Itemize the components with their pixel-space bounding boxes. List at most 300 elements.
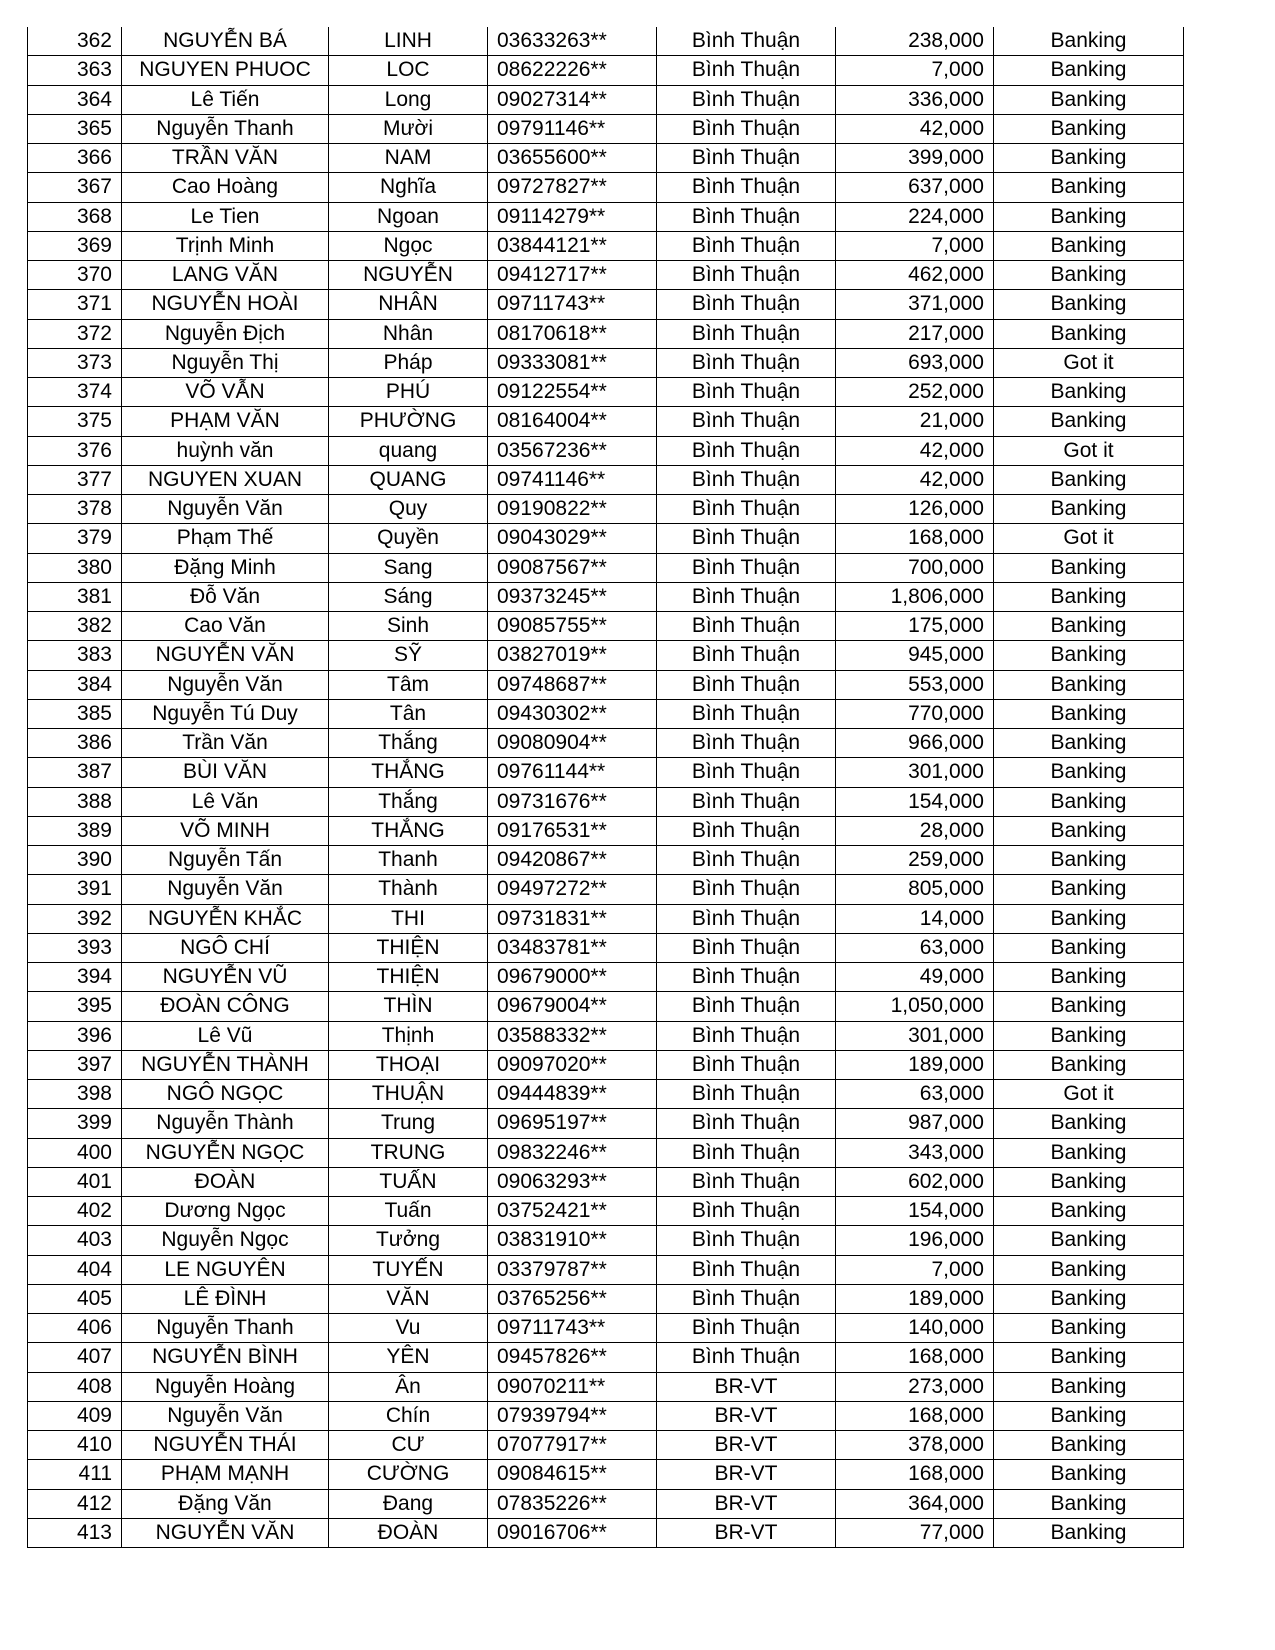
amount-cell: 343,000 <box>836 1138 994 1167</box>
surname-cell: NGUYEN XUAN <box>122 465 329 494</box>
table-row <box>28 1489 1184 1518</box>
table-row <box>28 1431 1184 1460</box>
amount-cell: 189,000 <box>836 1284 994 1313</box>
phone-cell: 03844121** <box>488 231 657 260</box>
status-cell: Got it <box>994 348 1184 377</box>
table-row <box>28 436 1184 465</box>
surname-cell: Lê Vũ <box>122 1021 329 1050</box>
province-cell: Bình Thuận <box>657 846 836 875</box>
province-cell: Bình Thuận <box>657 1167 836 1196</box>
status-cell: Banking <box>994 1021 1184 1050</box>
phone-cell: 09087567** <box>488 553 657 582</box>
amount-cell: 1,806,000 <box>836 582 994 611</box>
amount-cell: 336,000 <box>836 85 994 114</box>
status-cell: Banking <box>994 231 1184 260</box>
phone-cell: 03588332** <box>488 1021 657 1050</box>
surname-cell: LE NGUYÊN <box>122 1255 329 1284</box>
phone-cell: 09497272** <box>488 875 657 904</box>
amount-cell: 196,000 <box>836 1226 994 1255</box>
status-cell: Banking <box>994 407 1184 436</box>
row-number: 371 <box>28 290 122 319</box>
phone-cell: 09761144** <box>488 758 657 787</box>
amount-cell: 168,000 <box>836 1343 994 1372</box>
surname-cell: VÕ MINH <box>122 816 329 845</box>
row-number: 379 <box>28 524 122 553</box>
amount-cell: 7,000 <box>836 1255 994 1284</box>
amount-cell: 553,000 <box>836 670 994 699</box>
row-number: 384 <box>28 670 122 699</box>
province-cell: Bình Thuận <box>657 582 836 611</box>
amount-cell: 273,000 <box>836 1372 994 1401</box>
phone-cell: 03655600** <box>488 144 657 173</box>
given-name-cell: THOẠI <box>329 1050 488 1079</box>
amount-cell: 966,000 <box>836 729 994 758</box>
row-number: 370 <box>28 261 122 290</box>
phone-cell: 09731831** <box>488 904 657 933</box>
status-cell: Banking <box>994 992 1184 1021</box>
table-row <box>28 1050 1184 1079</box>
row-number: 388 <box>28 787 122 816</box>
status-cell: Banking <box>994 1489 1184 1518</box>
province-cell: Bình Thuận <box>657 202 836 231</box>
province-cell: BR-VT <box>657 1372 836 1401</box>
row-number: 385 <box>28 699 122 728</box>
status-cell: Banking <box>994 114 1184 143</box>
row-number: 403 <box>28 1226 122 1255</box>
row-number: 408 <box>28 1372 122 1401</box>
phone-cell: 09457826** <box>488 1343 657 1372</box>
status-cell: Got it <box>994 524 1184 553</box>
status-cell: Banking <box>994 758 1184 787</box>
given-name-cell: Ngoan <box>329 202 488 231</box>
row-number: 382 <box>28 612 122 641</box>
given-name-cell: Tân <box>329 699 488 728</box>
amount-cell: 987,000 <box>836 1109 994 1138</box>
table-row <box>28 904 1184 933</box>
amount-cell: 1,050,000 <box>836 992 994 1021</box>
table-row <box>28 553 1184 582</box>
amount-cell: 28,000 <box>836 816 994 845</box>
table-row <box>28 1401 1184 1430</box>
table-row <box>28 1197 1184 1226</box>
given-name-cell: Quyền <box>329 524 488 553</box>
table-row <box>28 1255 1184 1284</box>
given-name-cell: TUYẾN <box>329 1255 488 1284</box>
table-row <box>28 1372 1184 1401</box>
province-cell: Bình Thuận <box>657 495 836 524</box>
province-cell: Bình Thuận <box>657 1138 836 1167</box>
surname-cell: VÕ VẪN <box>122 378 329 407</box>
row-number: 375 <box>28 407 122 436</box>
surname-cell: NGUYỄN THÁI <box>122 1431 329 1460</box>
table-row <box>28 846 1184 875</box>
given-name-cell: Sáng <box>329 582 488 611</box>
province-cell: Bình Thuận <box>657 407 836 436</box>
row-number: 393 <box>28 933 122 962</box>
amount-cell: 238,000 <box>836 27 994 56</box>
surname-cell: Đặng Văn <box>122 1489 329 1518</box>
phone-cell: 09791146** <box>488 114 657 143</box>
amount-cell: 945,000 <box>836 641 994 670</box>
row-number: 391 <box>28 875 122 904</box>
status-cell: Banking <box>994 670 1184 699</box>
given-name-cell: Vu <box>329 1314 488 1343</box>
row-number: 369 <box>28 231 122 260</box>
phone-cell: 09373245** <box>488 582 657 611</box>
table-row <box>28 933 1184 962</box>
phone-cell: 09043029** <box>488 524 657 553</box>
table-row <box>28 1080 1184 1109</box>
phone-cell: 03752421** <box>488 1197 657 1226</box>
amount-cell: 175,000 <box>836 612 994 641</box>
given-name-cell: NAM <box>329 144 488 173</box>
row-number: 411 <box>28 1460 122 1489</box>
amount-cell: 49,000 <box>836 963 994 992</box>
province-cell: Bình Thuận <box>657 524 836 553</box>
given-name-cell: THIỆN <box>329 933 488 962</box>
amount-cell: 63,000 <box>836 933 994 962</box>
given-name-cell: Mười <box>329 114 488 143</box>
table-row <box>28 1109 1184 1138</box>
table-row <box>28 231 1184 260</box>
phone-cell: 09085755** <box>488 612 657 641</box>
row-number: 389 <box>28 816 122 845</box>
phone-cell: 08170618** <box>488 319 657 348</box>
table-body <box>28 27 1184 1548</box>
province-cell: Bình Thuận <box>657 1109 836 1138</box>
surname-cell: Trần Văn <box>122 729 329 758</box>
given-name-cell: NHÂN <box>329 290 488 319</box>
phone-cell: 09731676** <box>488 787 657 816</box>
status-cell: Banking <box>994 1372 1184 1401</box>
province-cell: Bình Thuận <box>657 1226 836 1255</box>
row-number: 395 <box>28 992 122 1021</box>
phone-cell: 09190822** <box>488 495 657 524</box>
amount-cell: 700,000 <box>836 553 994 582</box>
table-row <box>28 378 1184 407</box>
phone-cell: 09027314** <box>488 85 657 114</box>
surname-cell: Nguyễn Tấn <box>122 846 329 875</box>
table-row <box>28 1518 1184 1547</box>
status-cell: Banking <box>994 1255 1184 1284</box>
amount-cell: 154,000 <box>836 1197 994 1226</box>
row-number: 405 <box>28 1284 122 1313</box>
surname-cell: NGÔ NGỌC <box>122 1080 329 1109</box>
row-number: 401 <box>28 1167 122 1196</box>
amount-cell: 462,000 <box>836 261 994 290</box>
status-cell: Banking <box>994 1431 1184 1460</box>
province-cell: Bình Thuận <box>657 173 836 202</box>
given-name-cell: Ngọc <box>329 231 488 260</box>
amount-cell: 168,000 <box>836 1460 994 1489</box>
phone-cell: 08622226** <box>488 56 657 85</box>
row-number: 413 <box>28 1518 122 1547</box>
table-row <box>28 1343 1184 1372</box>
row-number: 407 <box>28 1343 122 1372</box>
phone-cell: 09016706** <box>488 1518 657 1547</box>
surname-cell: NGUYỄN VŨ <box>122 963 329 992</box>
province-cell: Bình Thuận <box>657 56 836 85</box>
given-name-cell: SỸ <box>329 641 488 670</box>
province-cell: Bình Thuận <box>657 144 836 173</box>
given-name-cell: Đang <box>329 1489 488 1518</box>
table-row <box>28 787 1184 816</box>
given-name-cell: Ân <box>329 1372 488 1401</box>
row-number: 363 <box>28 56 122 85</box>
surname-cell: Nguyễn Văn <box>122 1401 329 1430</box>
amount-cell: 140,000 <box>836 1314 994 1343</box>
given-name-cell: Thắng <box>329 787 488 816</box>
surname-cell: ĐOÀN CÔNG <box>122 992 329 1021</box>
status-cell: Banking <box>994 1138 1184 1167</box>
province-cell: Bình Thuận <box>657 992 836 1021</box>
table-row <box>28 348 1184 377</box>
row-number: 383 <box>28 641 122 670</box>
amount-cell: 77,000 <box>836 1518 994 1547</box>
surname-cell: Cao Hoàng <box>122 173 329 202</box>
status-cell: Banking <box>994 699 1184 728</box>
given-name-cell: Tưởng <box>329 1226 488 1255</box>
province-cell: Bình Thuận <box>657 1314 836 1343</box>
surname-cell: Đỗ Văn <box>122 582 329 611</box>
province-cell: Bình Thuận <box>657 641 836 670</box>
phone-cell: 09695197** <box>488 1109 657 1138</box>
status-cell: Banking <box>994 202 1184 231</box>
status-cell: Banking <box>994 553 1184 582</box>
surname-cell: Nguyễn Thị <box>122 348 329 377</box>
province-cell: Bình Thuận <box>657 319 836 348</box>
surname-cell: Nguyễn Địch <box>122 319 329 348</box>
province-cell: Bình Thuận <box>657 114 836 143</box>
phone-cell: 09084615** <box>488 1460 657 1489</box>
amount-cell: 217,000 <box>836 319 994 348</box>
phone-cell: 09420867** <box>488 846 657 875</box>
given-name-cell: quang <box>329 436 488 465</box>
status-cell: Banking <box>994 787 1184 816</box>
given-name-cell: Thanh <box>329 846 488 875</box>
amount-cell: 602,000 <box>836 1167 994 1196</box>
status-cell: Banking <box>994 1314 1184 1343</box>
row-number: 394 <box>28 963 122 992</box>
status-cell: Banking <box>994 729 1184 758</box>
status-cell: Banking <box>994 261 1184 290</box>
status-cell: Banking <box>994 1109 1184 1138</box>
row-number: 378 <box>28 495 122 524</box>
province-cell: Bình Thuận <box>657 670 836 699</box>
status-cell: Banking <box>994 1401 1184 1430</box>
status-cell: Banking <box>994 1197 1184 1226</box>
row-number: 399 <box>28 1109 122 1138</box>
given-name-cell: Pháp <box>329 348 488 377</box>
given-name-cell: VĂN <box>329 1284 488 1313</box>
phone-cell: 09122554** <box>488 378 657 407</box>
province-cell: Bình Thuận <box>657 787 836 816</box>
table-row <box>28 407 1184 436</box>
amount-cell: 168,000 <box>836 1401 994 1430</box>
given-name-cell: Long <box>329 85 488 114</box>
given-name-cell: CƯỜNG <box>329 1460 488 1489</box>
status-cell: Banking <box>994 875 1184 904</box>
given-name-cell: ĐOÀN <box>329 1518 488 1547</box>
status-cell: Banking <box>994 1460 1184 1489</box>
row-number: 392 <box>28 904 122 933</box>
table-row <box>28 699 1184 728</box>
phone-cell: 09832246** <box>488 1138 657 1167</box>
phone-cell: 03483781** <box>488 933 657 962</box>
amount-cell: 154,000 <box>836 787 994 816</box>
table-row <box>28 261 1184 290</box>
surname-cell: NGUYEN PHUOC <box>122 56 329 85</box>
table-row <box>28 144 1184 173</box>
table-row <box>28 758 1184 787</box>
surname-cell: NGUYỄN HOÀI <box>122 290 329 319</box>
given-name-cell: Chín <box>329 1401 488 1430</box>
row-number: 373 <box>28 348 122 377</box>
given-name-cell: Thành <box>329 875 488 904</box>
province-cell: Bình Thuận <box>657 290 836 319</box>
amount-cell: 301,000 <box>836 758 994 787</box>
surname-cell: NGUYỄN KHẮC <box>122 904 329 933</box>
surname-cell: Trịnh Minh <box>122 231 329 260</box>
row-number: 377 <box>28 465 122 494</box>
row-number: 365 <box>28 114 122 143</box>
given-name-cell: Nhân <box>329 319 488 348</box>
table-row <box>28 1314 1184 1343</box>
province-cell: Bình Thuận <box>657 465 836 494</box>
table-row <box>28 290 1184 319</box>
row-number: 406 <box>28 1314 122 1343</box>
province-cell: Bình Thuận <box>657 963 836 992</box>
surname-cell: BÙI VĂN <box>122 758 329 787</box>
table-row <box>28 202 1184 231</box>
row-number: 412 <box>28 1489 122 1518</box>
amount-cell: 399,000 <box>836 144 994 173</box>
status-cell: Banking <box>994 904 1184 933</box>
surname-cell: Nguyễn Ngọc <box>122 1226 329 1255</box>
status-cell: Banking <box>994 144 1184 173</box>
given-name-cell: TRUNG <box>329 1138 488 1167</box>
phone-cell: 03567236** <box>488 436 657 465</box>
given-name-cell: THI <box>329 904 488 933</box>
row-number: 376 <box>28 436 122 465</box>
status-cell: Banking <box>994 495 1184 524</box>
status-cell: Banking <box>994 173 1184 202</box>
phone-cell: 07077917** <box>488 1431 657 1460</box>
surname-cell: Dương Ngọc <box>122 1197 329 1226</box>
given-name-cell: Trung <box>329 1109 488 1138</box>
province-cell: Bình Thuận <box>657 436 836 465</box>
status-cell: Banking <box>994 1343 1184 1372</box>
surname-cell: TRẦN VĂN <box>122 144 329 173</box>
surname-cell: Nguyễn Thanh <box>122 114 329 143</box>
row-number: 387 <box>28 758 122 787</box>
amount-cell: 63,000 <box>836 1080 994 1109</box>
table-row <box>28 1021 1184 1050</box>
row-number: 404 <box>28 1255 122 1284</box>
surname-cell: Nguyễn Thành <box>122 1109 329 1138</box>
given-name-cell: Sinh <box>329 612 488 641</box>
given-name-cell: QUANG <box>329 465 488 494</box>
table-row <box>28 992 1184 1021</box>
surname-cell: Nguyễn Thanh <box>122 1314 329 1343</box>
table-row <box>28 465 1184 494</box>
amount-cell: 42,000 <box>836 465 994 494</box>
row-number: 372 <box>28 319 122 348</box>
province-cell: Bình Thuận <box>657 816 836 845</box>
row-number: 380 <box>28 553 122 582</box>
given-name-cell: Sang <box>329 553 488 582</box>
province-cell: Bình Thuận <box>657 758 836 787</box>
amount-cell: 378,000 <box>836 1431 994 1460</box>
phone-cell: 09711743** <box>488 1314 657 1343</box>
status-cell: Banking <box>994 1167 1184 1196</box>
status-cell: Banking <box>994 1284 1184 1313</box>
table-row <box>28 1284 1184 1313</box>
surname-cell: NGÔ CHÍ <box>122 933 329 962</box>
given-name-cell: Tuấn <box>329 1197 488 1226</box>
province-cell: Bình Thuận <box>657 27 836 56</box>
surname-cell: Nguyễn Văn <box>122 875 329 904</box>
phone-cell: 09444839** <box>488 1080 657 1109</box>
surname-cell: ĐOÀN <box>122 1167 329 1196</box>
phone-cell: 09063293** <box>488 1167 657 1196</box>
status-cell: Banking <box>994 933 1184 962</box>
amount-cell: 252,000 <box>836 378 994 407</box>
given-name-cell: Thắng <box>329 729 488 758</box>
table-row <box>28 875 1184 904</box>
amount-cell: 126,000 <box>836 495 994 524</box>
amount-cell: 7,000 <box>836 231 994 260</box>
province-cell: Bình Thuận <box>657 261 836 290</box>
province-cell: Bình Thuận <box>657 85 836 114</box>
surname-cell: NGUYỄN BÁ <box>122 27 329 56</box>
row-number: 362 <box>28 27 122 56</box>
phone-cell: 03831910** <box>488 1226 657 1255</box>
surname-cell: Nguyễn Hoàng <box>122 1372 329 1401</box>
amount-cell: 805,000 <box>836 875 994 904</box>
surname-cell: NGUYỄN THÀNH <box>122 1050 329 1079</box>
row-number: 374 <box>28 378 122 407</box>
phone-cell: 09711743** <box>488 290 657 319</box>
status-cell: Banking <box>994 290 1184 319</box>
data-table <box>27 27 1184 1548</box>
phone-cell: 09679000** <box>488 963 657 992</box>
province-cell: Bình Thuận <box>657 729 836 758</box>
table-row <box>28 729 1184 758</box>
phone-cell: 03379787** <box>488 1255 657 1284</box>
table-row <box>28 582 1184 611</box>
given-name-cell: LOC <box>329 56 488 85</box>
status-cell: Banking <box>994 1050 1184 1079</box>
phone-cell: 09097020** <box>488 1050 657 1079</box>
row-number: 398 <box>28 1080 122 1109</box>
amount-cell: 770,000 <box>836 699 994 728</box>
status-cell: Banking <box>994 846 1184 875</box>
surname-cell: NGUYỄN NGỌC <box>122 1138 329 1167</box>
row-number: 409 <box>28 1401 122 1430</box>
surname-cell: LÊ ĐÌNH <box>122 1284 329 1313</box>
province-cell: Bình Thuận <box>657 699 836 728</box>
phone-cell: 09679004** <box>488 992 657 1021</box>
given-name-cell: THIỆN <box>329 963 488 992</box>
province-cell: BR-VT <box>657 1431 836 1460</box>
given-name-cell: PHÚ <box>329 378 488 407</box>
phone-cell: 09412717** <box>488 261 657 290</box>
table-row <box>28 495 1184 524</box>
province-cell: Bình Thuận <box>657 553 836 582</box>
phone-cell: 09080904** <box>488 729 657 758</box>
phone-cell: 03633263** <box>488 27 657 56</box>
